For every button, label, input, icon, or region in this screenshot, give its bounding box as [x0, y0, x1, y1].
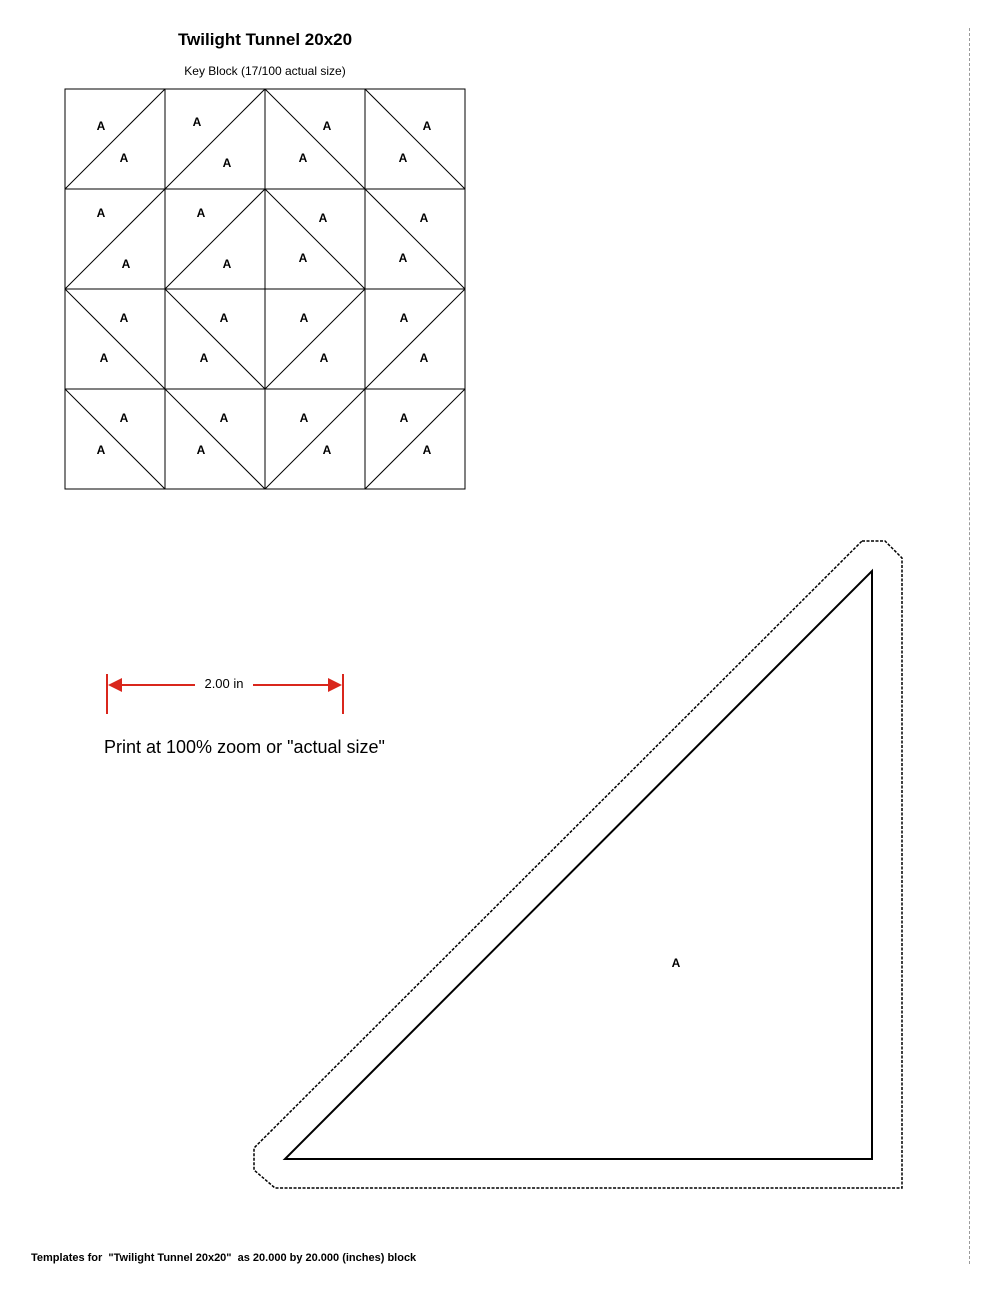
- patch-label: A: [196, 443, 206, 457]
- patch-label: A: [299, 311, 309, 325]
- patch-label: A: [222, 156, 232, 170]
- key-block-caption: Key Block (17/100 actual size): [184, 64, 346, 78]
- patch-label: A: [399, 411, 409, 425]
- patch-label: A: [219, 411, 229, 425]
- patch-label: A: [222, 257, 232, 271]
- patch-label: A: [119, 311, 129, 325]
- patch-label: A: [96, 119, 106, 133]
- patch-label: A: [298, 151, 308, 165]
- patch-label: A: [422, 119, 432, 133]
- finished-size-outline: [285, 571, 872, 1159]
- patch-label: A: [298, 251, 308, 265]
- patch-label: A: [99, 351, 109, 365]
- print-instruction: Print at 100% zoom or "actual size": [104, 737, 385, 757]
- template-piece-label: A: [671, 956, 681, 970]
- patch-label: A: [399, 311, 409, 325]
- patch-label: A: [299, 411, 309, 425]
- patch-label: A: [398, 151, 408, 165]
- patch-label: A: [96, 206, 106, 220]
- patch-label: A: [219, 311, 229, 325]
- patch-label: A: [398, 251, 408, 265]
- patch-label: A: [121, 257, 131, 271]
- patch-label: A: [318, 211, 328, 225]
- patch-label: A: [196, 206, 206, 220]
- patch-label: A: [319, 351, 329, 365]
- footer-note: Templates for "Twilight Tunnel 20x20" as 20.000 by 20.000 (inches) block: [31, 1252, 417, 1264]
- patch-label: A: [119, 411, 129, 425]
- ruler-label: 2.00 in: [195, 676, 253, 691]
- patch-label: A: [322, 119, 332, 133]
- patch-label: A: [419, 351, 429, 365]
- patch-label: A: [96, 443, 106, 457]
- patch-label: A: [422, 443, 432, 457]
- patch-label: A: [119, 151, 129, 165]
- patch-label: A: [192, 115, 202, 129]
- patch-label: A: [199, 351, 209, 365]
- patch-label: A: [419, 211, 429, 225]
- page-title: Twilight Tunnel 20x20: [177, 30, 353, 49]
- patch-label: A: [322, 443, 332, 457]
